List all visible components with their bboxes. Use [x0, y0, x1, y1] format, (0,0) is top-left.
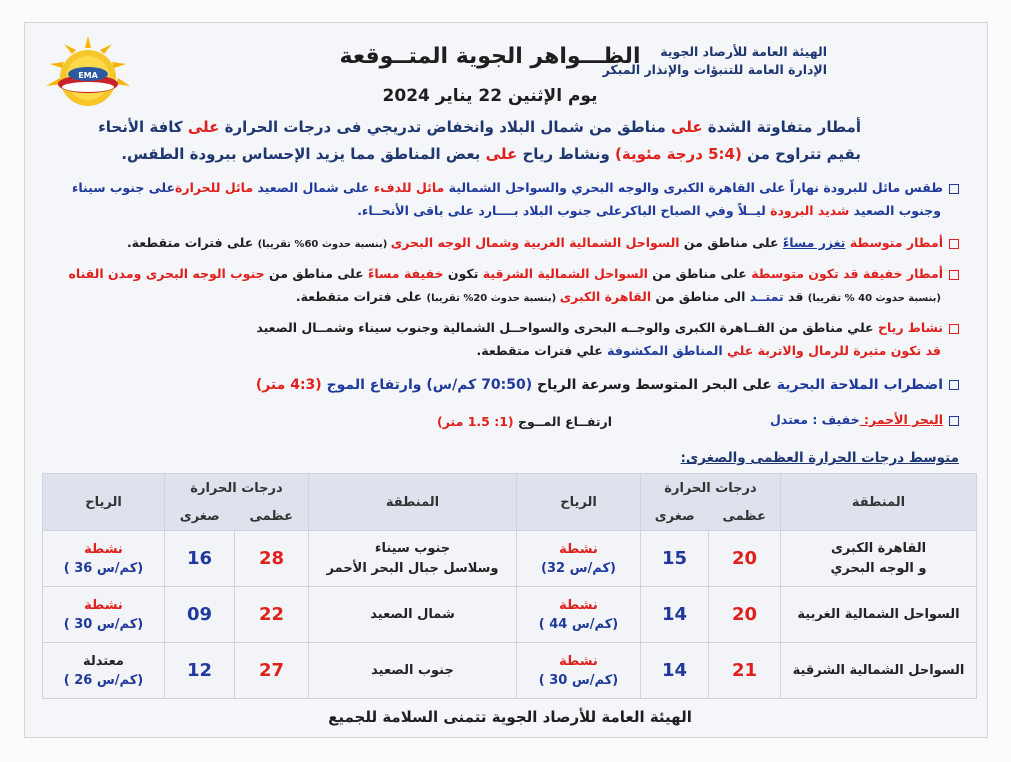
table-subheading: متوسط درجات الحرارة العظمى والصغرى:	[680, 450, 959, 466]
max-temp-cell: 20	[709, 531, 781, 587]
max-temp-cell: 22	[235, 587, 309, 643]
intro-line-2: بقيم تتراوح من (5:4 درجة مئوية) ونشاط رياح على بعض المناطق مما يزيد الإحساس ببرودة الطقس.	[121, 145, 861, 163]
table-header-row	[43, 474, 977, 504]
bullet-rain-light-line-2: (بنسبة حدوث 40 % تقريبا) قد تمتــد الى مناطق من القاهرة الكبرى (بنسبة حدوث 20% تقريبا) على فترات متقطعة.	[295, 289, 941, 304]
checkbox-bullet-icon	[949, 416, 959, 426]
min-temp-cell: 16	[165, 531, 235, 587]
logo-text: EMA	[78, 71, 98, 80]
wind-cell: معتدلة ( 26 كم/س)	[43, 643, 165, 699]
wind-cell: نشطة ( 30 كم/س)	[517, 643, 641, 699]
min-temp-cell: 14	[641, 587, 709, 643]
checkbox-bullet-icon	[949, 324, 959, 334]
region-cell: السواحل الشمالية الغربية	[781, 587, 977, 643]
bullet-rain-moderate: أمطار متوسطة تغزر مساءً على مناطق من السواحل الشمالية الغربية وشمال الوجه البحرى (بنسبة حدوث 60% تقريبا) على فترات متقطعة.	[127, 235, 959, 250]
temperature-table	[42, 473, 977, 699]
table-row	[43, 531, 977, 587]
bullet-wind-line-2: قد تكون مثيرة للرمال والاتربة علي المناطق المكشوفة علي فترات متقطعة.	[476, 343, 941, 358]
region-cell: جنوب سيناء وسلاسل جبال البحر الأحمر	[309, 531, 517, 587]
max-temp-cell: 20	[709, 587, 781, 643]
checkbox-bullet-icon	[949, 270, 959, 280]
wind-cell: نشطة ( 36 كم/س)	[43, 531, 165, 587]
min-temp-cell: 15	[641, 531, 709, 587]
header-temps-left: درجات الحرارة	[165, 474, 309, 504]
intro-line-1: أمطار متفاوتة الشدة على مناطق من شمال البلاد وانخفاض تدريجي فى درجات الحرارة على كافة الأنحاء	[98, 118, 861, 136]
checkbox-bullet-icon	[949, 184, 959, 194]
region-cell: السواحل الشمالية الشرقية	[781, 643, 977, 699]
max-temp-cell: 27	[235, 643, 309, 699]
organization-name: الهيئة العامة للأرصاد الجوية	[660, 44, 827, 59]
region-cell: شمال الصعيد	[309, 587, 517, 643]
max-temp-cell: 21	[709, 643, 781, 699]
header-region-left: المنطقة	[309, 474, 517, 531]
table-row	[43, 643, 977, 699]
header-temps-right: درجات الحرارة	[641, 474, 781, 504]
header-max-left: عظمى	[235, 504, 309, 531]
header-region-right: المنطقة	[781, 474, 977, 531]
page-title: الظـــواهر الجوية المتــوقعة	[339, 44, 641, 69]
bullet-marine: اضطراب الملاحة البحرية على البحر المتوسط وسرعة الرياح (70:50 كم/س) وارتفاع الموج (4:3 متر)	[256, 377, 959, 393]
header-min-right: صغرى	[641, 504, 709, 531]
checkbox-bullet-icon	[949, 239, 959, 249]
bullet-rain-light-line-1: أمطار خفيفة قد تكون متوسطة على مناطق من السواحل الشمالية الشرقية تكون خفيفة مساءً على مناطق من جنوب الوجه البحرى ومدن القناه	[69, 266, 960, 281]
table-row	[43, 587, 977, 643]
min-temp-cell: 14	[641, 643, 709, 699]
checkbox-bullet-icon	[949, 380, 959, 390]
wind-cell: نشطة ( 30 كم/س)	[43, 587, 165, 643]
forecast-date: يوم الإثنين 22 يناير 2024	[382, 86, 598, 106]
max-temp-cell: 28	[235, 531, 309, 587]
department-name: الإدارة العامة للتنبؤات والإنذار المبكر	[602, 62, 827, 77]
region-cell: جنوب الصعيد	[309, 643, 517, 699]
min-temp-cell: 09	[165, 587, 235, 643]
min-temp-cell: 12	[165, 643, 235, 699]
region-cell: القاهرة الكبرى و الوجه البحري	[781, 531, 977, 587]
ema-logo-icon	[40, 34, 136, 114]
bullet-weather-line-1: طقس مائل للبرودة نهاراً على القاهرة الكبرى والوجه البحري والسواحل الشمالية مائل للدفء على شمال الصعيد مائل للحرارةعلى جنوب سيناء	[72, 180, 959, 195]
bullet-wind-line-1: نشاط رياح علي مناطق من القــاهرة الكبرى والوجــه البحرى والسواحــل الشمالية وجنوب سيناء وشمــال الصعيد	[256, 320, 959, 335]
red-sea-wave-height: ارتفــاع المــوج (1: 1.5 متر)	[437, 414, 613, 429]
header-max-right: عظمى	[709, 504, 781, 531]
bullet-weather-line-2: وجنوب الصعيد شديد البرودة ليــلاً وفي الصباح الباكرعلى جنوب البلاد بــــارد على باقى الأنحــاء.	[357, 203, 941, 218]
footer-message: الهيئة العامة للأرصاد الجوية تتمنى السلامة للجميع	[328, 708, 692, 726]
wind-cell: نشطة (32 كم/س)	[517, 531, 641, 587]
header-wind-right: الرياح	[517, 474, 641, 531]
header-wind-left: الرياح	[43, 474, 165, 531]
wind-cell: نشطة ( 44 كم/س)	[517, 587, 641, 643]
bullet-red-sea: البحر الأحمر: خفيف : معتدل	[770, 412, 959, 427]
header-min-left: صغرى	[165, 504, 235, 531]
